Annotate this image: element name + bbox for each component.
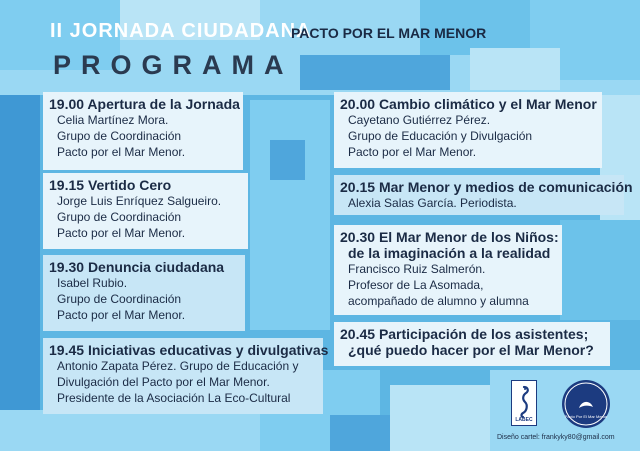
- session-detail: Pacto por el Mar Menor.: [57, 226, 186, 240]
- session-heading: [340, 179, 633, 195]
- session-time: 20.30: [340, 229, 376, 245]
- programa-heading: PROGRAMA: [53, 50, 294, 80]
- session-detail: Cayetano Gutiérrez Pérez.: [348, 113, 491, 127]
- bg-tile: [560, 220, 640, 320]
- session-detail: Grupo de Coordinación: [57, 210, 182, 224]
- session-detail: Isabel Rubio.: [57, 276, 128, 290]
- session-heading: [49, 96, 240, 112]
- session-card: [43, 92, 243, 170]
- session-detail: Antonio Zapata Pérez. Grupo de Educación y: [57, 359, 299, 373]
- pacto-emblem-icon: [562, 380, 610, 428]
- session-detail: Pacto por el Mar Menor.: [57, 145, 186, 159]
- bg-tile: [0, 95, 40, 445]
- session-detail: Profesor de La Asomada,: [348, 278, 484, 292]
- session-card: [334, 322, 610, 366]
- session-time: 19.45: [49, 342, 85, 358]
- event-title: II JORNADA CIUDADANA: [50, 20, 312, 42]
- session-title: Cambio climático y el Mar Menor: [378, 96, 597, 112]
- session-heading: [340, 326, 604, 342]
- session-detail: Presidente de la Asociación La Eco-Cultural: [57, 391, 291, 405]
- pacto-logo: [562, 380, 610, 428]
- session-title: Vertido Cero: [87, 177, 172, 193]
- bg-tile: [330, 415, 390, 451]
- session-time: 19.00: [49, 96, 85, 112]
- bg-tile: [470, 48, 560, 90]
- session-detail: Divulgación del Pacto por el Mar Menor.: [57, 375, 270, 389]
- design-credit: Diseño cartel: frankyky80@gmail.com: [497, 434, 615, 441]
- session-title: El Mar Menor de los Niños:: [378, 229, 559, 245]
- session-detail: Pacto por el Mar Menor.: [57, 308, 186, 322]
- session-heading: [49, 342, 329, 358]
- session-card: [334, 92, 602, 168]
- session-title: Denuncia ciudadana: [87, 259, 225, 275]
- session-detail: Celia Martínez Mora.: [57, 113, 169, 127]
- session-detail: Grupo de Coordinación: [57, 129, 182, 143]
- session-title: Mar Menor y medios de comunicación: [378, 179, 633, 195]
- bg-tile: [390, 385, 490, 451]
- bg-tile: [270, 140, 305, 180]
- session-heading: [340, 229, 559, 245]
- session-detail: Pacto por el Mar Menor.: [348, 145, 477, 159]
- session-time: 20.00: [340, 96, 376, 112]
- session-heading: [49, 259, 239, 275]
- session-title-cont: ¿qué puedo hacer por el Mar Menor?: [348, 342, 594, 358]
- session-title: Apertura de la Jornada: [87, 96, 240, 112]
- pacto-logo-text: Pacto Por El Mar Menor: [564, 414, 608, 419]
- session-heading: [340, 96, 596, 112]
- labec-logo: [511, 380, 537, 426]
- session-title: Iniciativas educativas y divulgativas: [87, 342, 329, 358]
- bg-tile: [250, 100, 330, 330]
- session-detail: Alexia Salas García. Periodista.: [348, 196, 517, 210]
- session-card: [43, 173, 248, 249]
- session-time: 20.45: [340, 326, 376, 342]
- session-title: Participación de los asistentes;: [378, 326, 589, 342]
- session-detail: Grupo de Coordinación: [57, 292, 182, 306]
- session-detail: Grupo de Educación y Divulgación: [348, 129, 533, 143]
- session-time: 20.15: [340, 179, 376, 195]
- bg-tile: [300, 55, 450, 90]
- session-detail: Francisco Ruiz Salmerón.: [348, 262, 486, 276]
- session-card: [43, 338, 329, 414]
- session-heading: [49, 177, 242, 193]
- event-subtitle: PACTO POR EL MAR MENOR: [291, 25, 487, 41]
- session-title-cont: de la imaginación a la realidad: [348, 245, 551, 261]
- labec-text: LABEC: [515, 417, 533, 423]
- session-card: [43, 255, 245, 331]
- bg-tile: [0, 410, 260, 451]
- session-detail: acompañado de alumno y alumna: [348, 294, 529, 308]
- session-card: [334, 225, 562, 315]
- session-time: 19.30: [49, 259, 85, 275]
- session-time: 19.15: [49, 177, 85, 193]
- session-card: [334, 175, 633, 215]
- session-detail: Jorge Luis Enríquez Salgueiro.: [57, 194, 222, 208]
